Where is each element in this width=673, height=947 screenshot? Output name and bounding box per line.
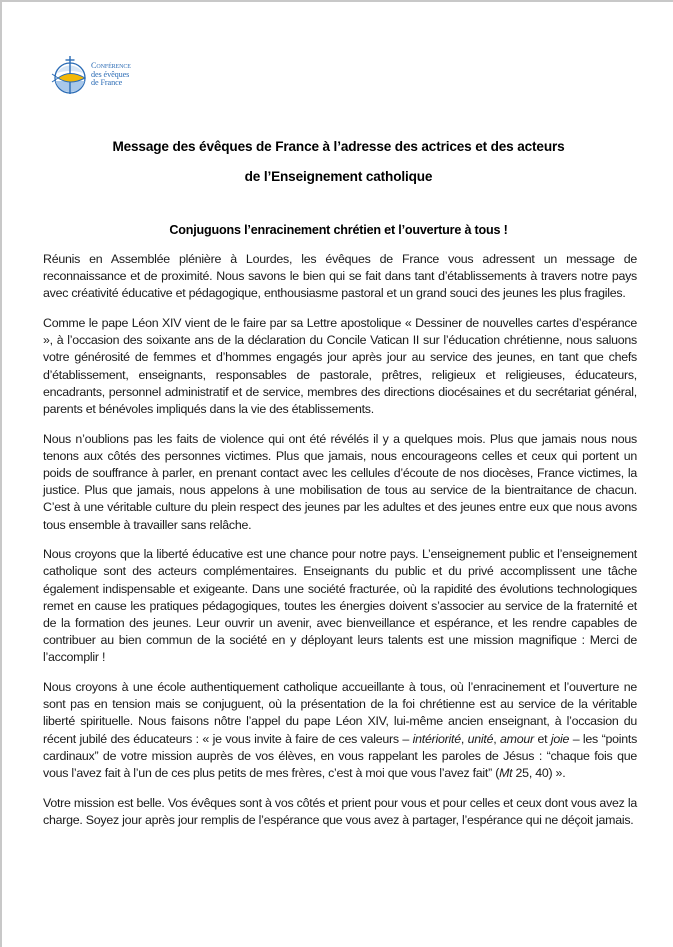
logo-line-3: de France <box>91 78 123 88</box>
paragraph-5-text-1: Nous croyons à une école authentiquement catholique accueillante à tous, où l’enracinement et l’ouverture ne sont pas en tension mais se conjuguent, où la présentation de la foi chrétienne est au service de la véritable liberté spirituelle. Nous faisons nôtre l’appel du pape Léon XIV, lui-même ancien enseignant, à l’occasion du récent jubilé des éducateurs : « je vous invite à faire de ces valeurs – <box>43 680 637 746</box>
paragraph-2: Comme le pape Léon XIV vient de le faire par sa Lettre apostolique « Dessiner de nouvelles cartes d’espérance », à l’occasion des soixante ans de la déclaration du Concile Vatican II sur l’éducation chrétienne, nous saluons votre générosité de femmes et d’hommes engagés jour après jour au service des jeunes, en tant que chefs d’établissement, enseignants, responsables de pastorale, prêtres, religieux et religieuses, éducateurs, encadrants, personnel administratif et de service, membres des directions diocésaines et du secrétariat général, parents et bénévoles impliqués dans la vie des établissements. <box>43 316 637 417</box>
italic-word-unite: unité <box>467 731 494 746</box>
separator: et <box>533 731 551 746</box>
logo-line-2: des évêques <box>91 69 130 79</box>
paragraph-1: Réunis en Assemblée plénière à Lourdes, les évêques de France vous adressent un message de reconnaissance et de proximité. Nous savons le bien qui se fait dans tant d’établissements à travers notre pays avec créativité éducative et pédagogique, enthousiasme pastoral et un grand souci des jeunes les plus fragiles. <box>43 252 637 301</box>
paragraph-3: Nous n’oublions pas les faits de violence qui ont été révélés il y a quelques mois. Plus que jamais nous nous tenons aux côtés des personnes victimes. Plus que jamais, nous encourageons celles et ceux qui portent un poids de souffrance à parler, en prenant contact avec les cellules d’écoute de nos diocèses, France victimes, la justice. Plus que jamais, nous appelons à une mobilisation de tous au service de la bientraitance de chacun. C’est à une véritable culture du plein respect des jeunes par les adultes et des jeunes entre eux que nous avons tous ensemble à travailler sans relâche. <box>43 431 637 532</box>
paragraph-5-text-2: – les “points cardinaux” de votre mission auprès de vos élèves, en vous rappelant les paroles de Jésus : “chaque fois que vous l’avez fait à l’un de ces plus petits de mes frères, c’est à moi que vous l’avez fait” ( <box>43 731 638 781</box>
cef-logo <box>50 54 131 96</box>
separator: , <box>493 731 500 746</box>
document-title-line-1: Message des évêques de France à l’adresse des actrices et des acteurs <box>112 139 565 154</box>
document-body <box>43 251 637 841</box>
cross-fish-globe-icon <box>50 54 88 96</box>
paragraph-5-text-3: 25, 40) ». <box>512 766 566 781</box>
paragraph-5 <box>43 679 637 782</box>
logo-text <box>91 62 131 87</box>
document-title-line-2: de l’Enseignement catholique <box>244 169 433 184</box>
italic-citation-mt: Mt <box>499 766 513 781</box>
document-subtitle: Conjuguons l’enracinement chrétien et l’ouverture à tous ! <box>169 223 508 237</box>
italic-word-amour: amour <box>500 731 534 746</box>
paragraph-4: Nous croyons que la liberté éducative est une chance pour notre pays. L’enseignement public et l’enseignement catholique sont des acteurs complémentaires. Enseignants du public et du privé accomplissent une tâche également indispensable et exigeante. Dans une société fracturée, où la rapidité des évolutions technologiques remet en cause les pratiques pédagogiques, toutes les énergies doivent s’associer au service de la fraternité et de la formation des jeunes. Leur ouvrir un avenir, avec bienveillance et espérance, et les rendre capables de contribuer au bien commun de la société en y déployant leurs talents est une mission magnifique : Merci de l’accomplir ! <box>43 547 637 665</box>
logo-line-1: Conférence <box>91 61 131 71</box>
paragraph-6: Votre mission est belle. Vos évêques sont à vos côtés et prient pour vous et pour celles et ceux dont vous avez la charge. Soyez jour après jour remplis de l’espérance que vous avez à partager, l’espérance qui ne déçoit jamais. <box>43 795 637 827</box>
italic-word-interiorite: intériorité <box>412 731 461 746</box>
separator: , <box>460 731 468 746</box>
italic-word-joie: joie <box>550 731 570 746</box>
